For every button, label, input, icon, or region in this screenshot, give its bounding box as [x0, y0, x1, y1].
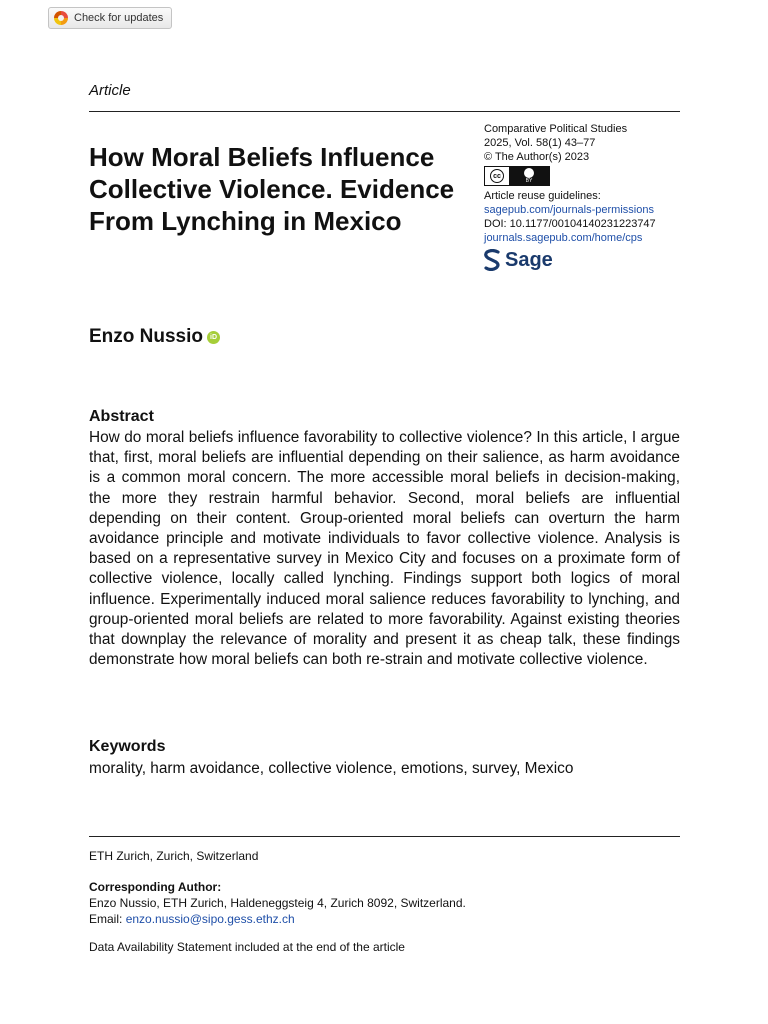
abstract-heading: Abstract — [89, 408, 154, 425]
journal-volume: 2025, Vol. 58(1) 43–77 — [484, 137, 596, 149]
check-for-updates-button[interactable] — [48, 7, 172, 29]
cc-by-license-icon[interactable] — [484, 166, 550, 186]
person-icon — [524, 168, 534, 178]
cc-icon-text: cc — [490, 169, 504, 183]
email-link[interactable]: enzo.nussio@sipo.gess.ethz.ch — [125, 912, 295, 926]
keywords-heading: Keywords — [89, 738, 166, 755]
sage-wordmark: Sage — [505, 249, 553, 271]
permissions-link[interactable]: sagepub.com/journals-permissions — [484, 204, 654, 216]
abstract-text: How do moral beliefs influence favorability to collective violence? In this article, I argue that, first, moral beliefs are influential depending on their salience, as harm avoidance is a common moral concern. The more accessible moral beliefs in decision-making, the more they restrain harmful behavior. Second, moral beliefs are influential depending on their content. Group-oriented moral beliefs can overturn the harm avoidance principle and motivate individuals to favor collective violence. Analysis is based on a representative survey in Mexico City and focuses on a proximate form of collective violence, locally called lynching. Findings support both logics of moral influence. Experimentally induced moral salience reduces favorability to lynching, and group-oriented moral beliefs are related to more favorability. Against existing theories that downplay the relevance of morality and present it as cheap talk, these findings demonstrate how moral beliefs can both re-strain and motivate collective violence. — [89, 429, 680, 669]
journal-meta — [484, 122, 684, 271]
check-for-updates-label: Check for updates — [74, 12, 164, 24]
keywords-text: morality, harm avoidance, collective violence, emotions, survey, Mexico — [89, 760, 574, 777]
corresponding-heading: Corresponding Author: — [89, 880, 222, 894]
by-icon-text: BY — [525, 178, 533, 184]
affiliation: ETH Zurich, Zurich, Switzerland — [89, 849, 259, 863]
orcid-icon[interactable]: iD — [207, 331, 220, 344]
email-label: Email: — [89, 912, 126, 926]
sage-s-icon — [484, 249, 500, 271]
reuse-label: Article reuse guidelines: — [484, 190, 601, 202]
author-name: Enzo Nussio — [89, 326, 204, 347]
doi: DOI: 10.1177/00104140231223747 — [484, 218, 656, 230]
top-divider — [89, 111, 680, 112]
journal-link[interactable]: journals.sagepub.com/home/cps — [484, 232, 643, 244]
footnote-divider — [89, 836, 680, 837]
data-availability-statement: Data Availability Statement included at the end of the article — [89, 940, 405, 954]
sage-logo — [484, 249, 684, 271]
article-type-label: Article — [89, 82, 131, 99]
copyright: © The Author(s) 2023 — [484, 151, 590, 163]
corresponding-address: Enzo Nussio, ETH Zurich, Haldeneggsteig 4, Zurich 8092, Switzerland. — [89, 896, 466, 910]
crossmark-icon — [54, 11, 68, 25]
author-line — [89, 326, 220, 348]
paper-title: How Moral Beliefs Influence Collective Violence. Evidence From Lynching in Mexico — [89, 142, 455, 236]
journal-name: Comparative Political Studies — [484, 123, 628, 135]
corresponding-email-line — [89, 912, 295, 927]
